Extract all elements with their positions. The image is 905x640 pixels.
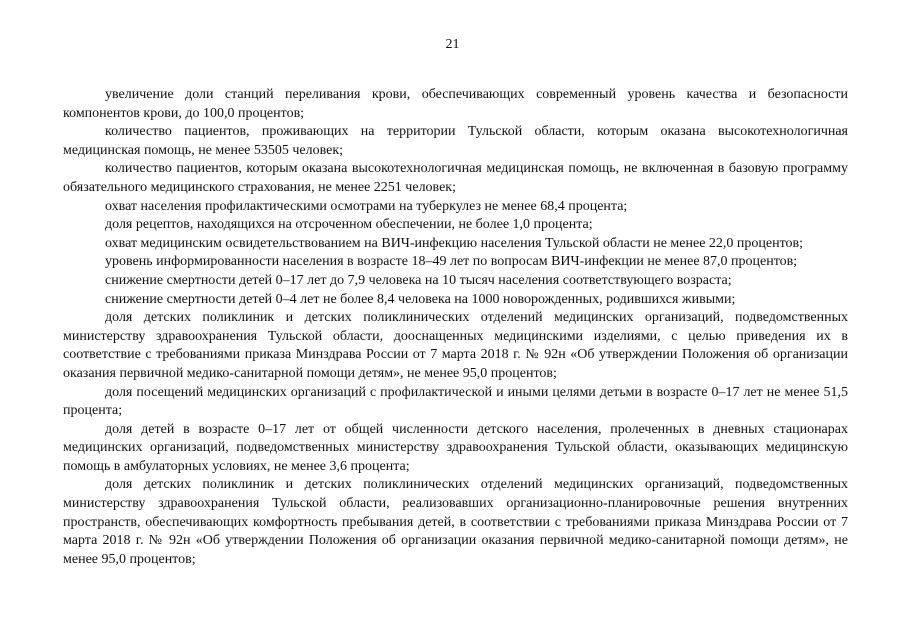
paragraph: охват населения профилактическими осмотрами на туберкулез не менее 68,4 процента;	[105, 198, 628, 214]
paragraph: увеличение доли станций переливания крови, обеспечивающих современный уровень качества и безопасности компонентов крови, до 100,0 процентов;	[63, 87, 848, 121]
paragraph: доля детских поликлиник и детских поликлинических отделений медицинских организаций, подведомственных министерству здравоохранения Тульской области, дооснащенных медицинскими изделиями, с целью приведения их в соответствие с требованиями приказа Минздрава России от 7 марта 2018 г. № 92н «Об утверждении Положения об организации оказания первичной медико-санитарной помощи детям», не менее 95,0 процентов;	[63, 310, 848, 381]
paragraph: уровень информированности населения в возрасте 18–49 лет по вопросам ВИЧ-инфекции не менее 87,0 процентов;	[105, 254, 798, 270]
paragraph: доля рецептов, находящихся на отсроченном обеспечении, не более 1,0 процента;	[105, 217, 593, 233]
paragraph: доля детских поликлиник и детских поликлинических отделений медицинских организаций, подведомственных министерству здравоохранения Тульской области, реализовавших организационно-планировочные решения внутренних пространств, обеспечивающих комфортность пребывания детей, в соответствии с требованиями приказа Минздрава России от 7 марта 2018 г. № 92н «Об утверждении Положения об организации оказания первичной медико-санитарной помощи детям», не менее 95,0 процентов;	[63, 477, 848, 567]
paragraph: доля детей в возрасте 0–17 лет от общей численности детского населения, пролеченных в дневных стационарах медицинских организаций, подведомственных министерству здравоохранения Тульской области, оказывающих медицинскую помощь в амбулаторных условиях, не менее 3,6 процента;	[63, 421, 848, 474]
document-body	[63, 86, 848, 569]
paragraph: снижение смертности детей 0–17 лет до 7,9 человека на 10 тысяч населения соответствующего возраста;	[105, 272, 732, 288]
paragraph: количество пациентов, которым оказана высокотехнологичная медицинская помощь, не включенная в базовую программу обязательного медицинского страхования, не менее 2251 человек;	[63, 161, 848, 195]
paragraph: снижение смертности детей 0–4 лет не более 8,4 человека на 1000 новорожденных, родившихся живыми;	[105, 291, 736, 307]
paragraph: количество пациентов, проживающих на территории Тульской области, которым оказана высокотехнологичная медицинская помощь, не менее 53505 человек;	[63, 124, 848, 158]
paragraph: охват медицинским освидетельствованием на ВИЧ-инфекцию населения Тульской области не менее 22,0 процентов;	[105, 235, 804, 251]
paragraph: доля посещений медицинских организаций с профилактической и иными целями детьми в возрасте 0–17 лет не менее 51,5 процента;	[63, 384, 848, 419]
page-number: 21	[445, 37, 460, 52]
